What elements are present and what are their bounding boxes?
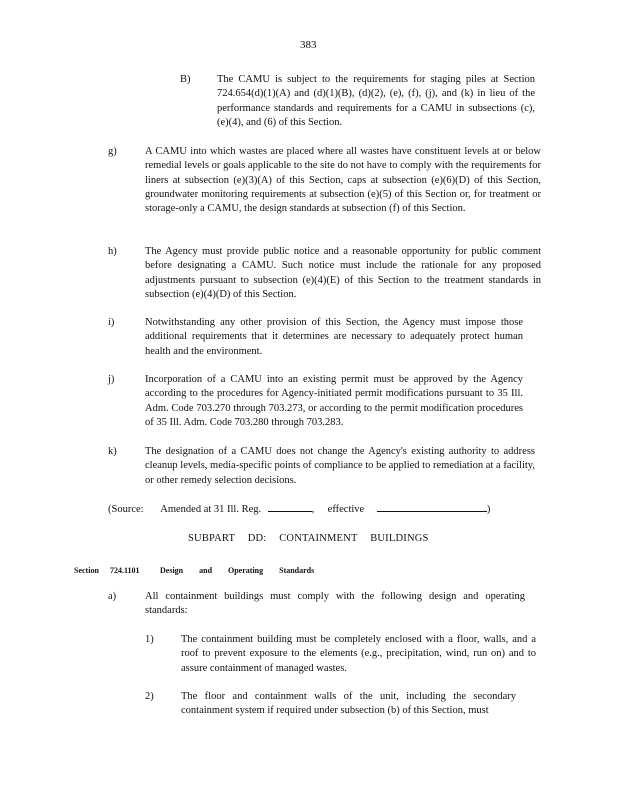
section-word: Section <box>74 566 99 575</box>
item-label: g) <box>108 146 117 157</box>
source-amended: Amended at 31 Ill. Reg. <box>160 504 262 515</box>
source-prefix: (Source: <box>108 504 144 515</box>
reg-blank <box>268 502 312 512</box>
subpart-heading: SUBPART DD: CONTAINMENT BUILDINGS <box>188 533 429 544</box>
effective-blank <box>377 502 487 512</box>
item-text: The floor and containment walls of the unit, including the secondary containment system if required under subsection (b) of this Section, must <box>181 691 516 717</box>
item-label: k) <box>108 446 117 457</box>
section-number: 724.1101 <box>110 566 140 575</box>
item-text: Notwithstanding any other provision of this Section, the Agency must impose those additional requirements that it determines are necessary to adequately protect human health and the environment. <box>145 317 523 357</box>
item-label: a) <box>108 591 117 602</box>
item-text: Incorporation of a CAMU into an existing permit must be approved by the Agency according to the procedures for Agency-initiated permit modifications pursuant to 35 Ill. Adm. Code 703.270 through 703.273, or according to the permit modification procedures of 35 Ill. Adm. Code 703.280 through 703.283. <box>145 374 523 428</box>
item-label: 2) <box>145 691 154 702</box>
item-label: j) <box>108 374 115 385</box>
source-note <box>108 502 490 517</box>
section-title: Design and Operating Standards <box>160 566 315 575</box>
page-number: 383 <box>300 39 317 51</box>
item-label: i) <box>108 317 115 328</box>
item-text: The Agency must provide public notice and a reasonable opportunity for public comment before designating a CAMU. Such notice must include the rationale for any proposed adjustments pursuant to subsection (e)(4)(E) of this Section to the treatment standards in subsection (e)(4)(D) of this Section. <box>145 246 541 300</box>
item-label: 1) <box>145 634 154 645</box>
source-close: ) <box>486 504 491 515</box>
item-text: A CAMU into which wastes are placed where all wastes have constituent levels at or below remedial levels or goals applicable to the site do not have to comply with the requirements for liners at subsection (e)(3)(A) of this Section, caps at subsection (e)(6)(D) of this Section, groundwater monitoring requirements at subsection (e)(5) of this Section or, for treatment or storage-only a CAMU, the design standards at subsection (f) of this Section. <box>145 146 541 215</box>
item-text: The CAMU is subject to the requirements for staging piles at Section 724.654(d)(1)(A) and (d)(1)(B), (d)(2), (e), (f), (j), and (k) in lieu of the performance standards and requirements for a CAMU in subsections (c), (e)(4), and (6) of this Section. <box>217 74 535 128</box>
item-label: h) <box>108 246 117 257</box>
item-text: The containment building must be completely enclosed with a floor, walls, and a roof to prevent exposure to the elements (e.g., precipitation, wind, run on) and to assure containment of managed wastes. <box>181 634 536 674</box>
item-text: The designation of a CAMU does not change the Agency's existing authority to address cleanup levels, media-specific points of compliance to be applied to remediation at a facility, or other remedy selection decisions. <box>145 446 535 486</box>
item-text: All containment buildings must comply with the following design and operating standards: <box>145 591 525 617</box>
source-effective: effective <box>327 504 365 515</box>
source-comma: , <box>311 504 315 515</box>
item-label: B) <box>180 74 191 85</box>
